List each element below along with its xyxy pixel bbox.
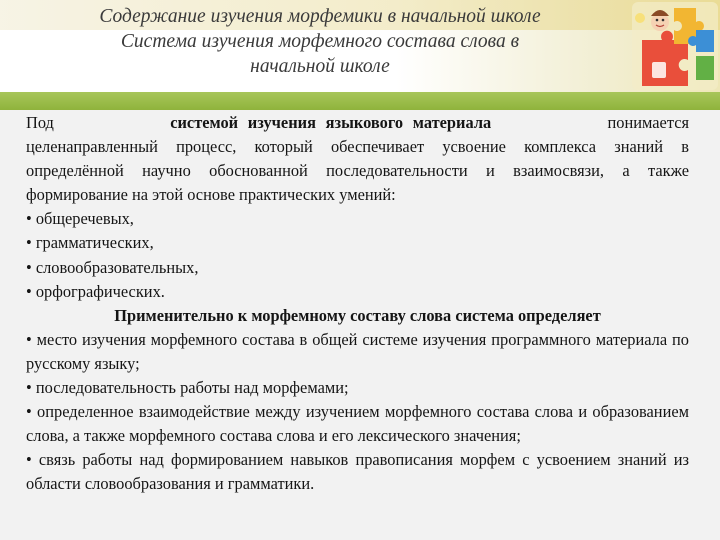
title-line-2: Система изучения морфемного состава слова в <box>120 31 520 52</box>
skill-item: • грамматических, <box>26 233 154 253</box>
intro-bold-term: системой изучения языкового материала <box>170 113 492 132</box>
intro-word: Под <box>26 113 54 132</box>
slide-body <box>26 111 689 497</box>
intro-continuation: целенаправленный процесс, который обеспечивает усвоение комплекса знаний в определённой научно обоснованной последовательности и взаимосвязи, а также формирование на этой основе практических умений: <box>26 137 689 205</box>
skill-item: • словообразовательных, <box>26 257 199 277</box>
decorative-puzzle-illustration <box>612 0 720 92</box>
section-subheading: Применительно к морфемному составу слова система определяет <box>114 305 601 325</box>
accent-bar <box>0 92 720 110</box>
point-item: • связь работы над формированием навыков правописания морфем с усвоением знаний из области словообразования и грамматики. <box>26 450 689 494</box>
intro-first-line <box>26 111 689 135</box>
point-item: • место изучения морфемного состава в общей системе изучения программного материала по русскому языку; <box>26 329 689 373</box>
point-item: • определенное взаимодействие между изучением морфемного состава слова и образованием слова, а также морфемного состава слова и его лексического значения; <box>26 402 689 446</box>
point-item: • последовательность работы над морфемами; <box>26 378 349 398</box>
slide-title <box>40 4 600 79</box>
intro-verb: понимается <box>607 113 690 132</box>
title-line-1: Содержание изучения морфемики в начальной школе <box>99 6 541 27</box>
title-line-3: начальной школе <box>250 56 390 77</box>
skill-item: • общеречевых, <box>26 209 134 229</box>
skill-item: • орфографических. <box>26 281 165 301</box>
